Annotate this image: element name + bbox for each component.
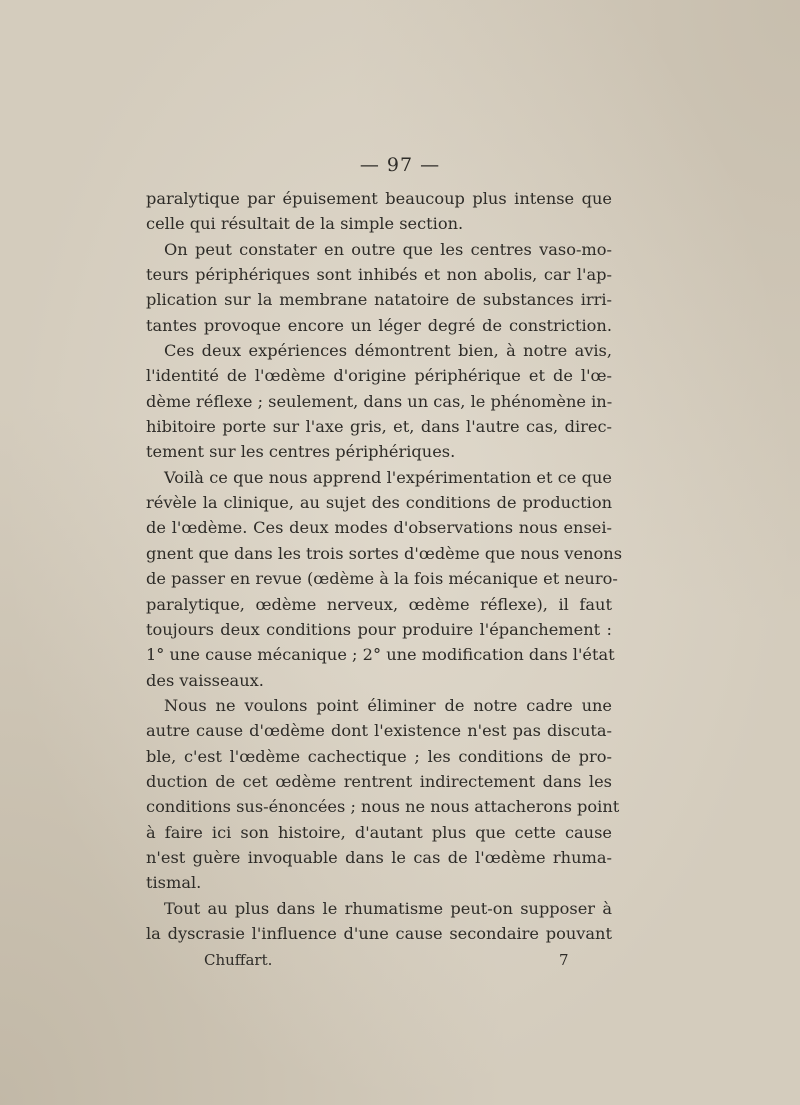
text-line: à faire ici son histoire, d'autant plus que cette cause (146, 822, 612, 842)
text-line: paralytique par épuisement beaucoup plus intense que (146, 189, 612, 208)
text-line: plication sur la membrane natatoire de substances irri- (146, 290, 612, 310)
text-line: Voilà ce que nous apprend l'expérimentation et ce que (164, 467, 612, 487)
text-line: toujours deux conditions pour produire l'épanchement : (146, 619, 612, 639)
text-line: tantes provoque encore un léger degré de constriction. (146, 315, 612, 335)
text-line: celle qui résultait de la simple section. (146, 214, 464, 234)
text-line: conditions sus-énoncées ; nous ne nous attacherons point (146, 797, 620, 817)
text-line: paralytique, œdème nerveux, œdème réflexe), il faut (146, 594, 612, 614)
text-line: Ces deux expériences démontrent bien, à notre avis, (164, 341, 612, 361)
signature-mark: 7 (559, 951, 569, 969)
text-line: tement sur les centres périphériques. (146, 442, 456, 462)
footer-author: Chuffart. (204, 951, 273, 969)
text-line: Nous ne voulons point éliminer de notre cadre une (164, 695, 612, 715)
text-line: Tout au plus dans le rhumatisme peut-on supposer à (164, 898, 612, 918)
text-line: n'est guère invoquable dans le cas de l'œdème rhuma- (146, 847, 612, 867)
text-line: On peut constater en outre que les centres vaso-mo- (164, 239, 612, 259)
text-line: la dyscrasie l'influence d'une cause secondaire pouvant (146, 923, 612, 943)
text-line: 1° une cause mécanique ; 2° une modification dans l'état (146, 645, 615, 665)
text-line: révèle la clinique, au sujet des conditions de production (146, 493, 612, 513)
text-line: tismal. (146, 873, 202, 893)
text-line: autre cause d'œdème dont l'existence n'est pas discuta- (146, 721, 612, 741)
text-line: teurs périphériques sont inhibés et non abolis, car l'ap- (146, 265, 612, 285)
text-line: des vaisseaux. (146, 670, 264, 690)
text-line: hibitoire porte sur l'axe gris, et, dans l'autre cas, direc- (146, 417, 612, 437)
text-line: ble, c'est l'œdème cachectique ; les conditions de pro- (146, 746, 612, 766)
text-line: l'identité de l'œdème d'origine périphérique et de l'œ- (146, 366, 612, 386)
page-footer (0, 951, 800, 975)
text-line: gnent que dans les trois sortes d'œdème que nous venons (146, 543, 623, 563)
text-line: duction de cet œdème rentrent indirectement dans les (146, 771, 612, 791)
text-line: dème réflexe ; seulement, dans un cas, le phénomène in- (146, 391, 613, 411)
text-line: de l'œdème. Ces deux modes d'observations nous ensei- (146, 518, 612, 538)
page-number: — 97 — (359, 154, 441, 176)
text-line: de passer en revue (œdème à la fois mécanique et neuro- (146, 569, 618, 589)
body-text (146, 186, 623, 946)
